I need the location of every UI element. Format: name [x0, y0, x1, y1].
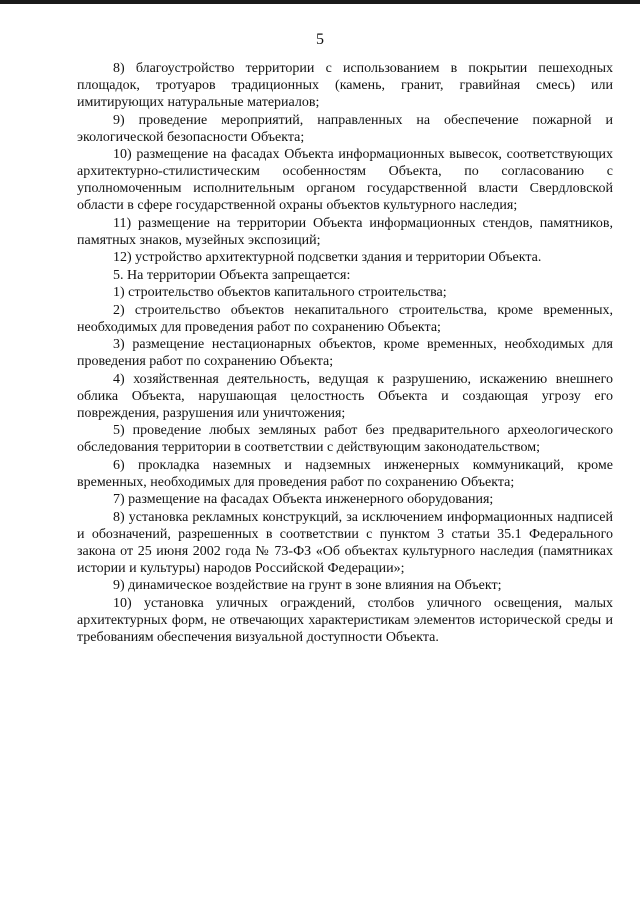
paragraph: 8) благоустройство территории с использованием в покрытии пешеходных площадок, тротуаров традиционных (камень, гранит, гравийная смесь) или имитирующих натуральные материалов; [77, 61, 613, 110]
paragraph: 10) установка уличных ограждений, столбов уличного освещения, малых архитектурных форм, не отвечающих характеристикам элементов исторической среды и требованиям обеспечения визуальной доступности Объекта. [77, 595, 613, 645]
paragraph: 7) размещение на фасадах Объекта инженерного оборудования; [113, 492, 494, 507]
paragraph: 9) проведение мероприятий, направленных на обеспечение пожарной и экологической безопасности Объекта; [77, 112, 613, 145]
paragraph: 4) хозяйственная деятельность, ведущая к разрушению, искажению внешнего облика Объекта, нарушающая целостность Объекта и создающая угрозу его повреждения, разрушения или уничтожения; [77, 371, 613, 421]
paragraph: 11) размещение на территории Объекта информационных стендов, памятников, памятных знаков, музейных экспозиций; [77, 215, 613, 248]
paragraph: 8) установка рекламных конструкций, за исключением информационных надписей и обозначений, разрешенных в соответствии с пунктом 3 статьи 35.1 Федерального закона от 25 июня 2002 года № 73-ФЗ «Об объектах культурного наследия (памятниках истории и культуры) народов Российской Федерации»; [77, 509, 613, 576]
page-number: 5 [316, 31, 324, 48]
document-body [77, 60, 613, 646]
paragraph: 3) размещение нестационарных объектов, кроме временных, необходимых для проведения работ по сохранению Объекта; [77, 337, 613, 369]
scan-top-edge [0, 0, 640, 4]
paragraph: 9) динамическое воздействие на грунт в зоне влияния на Объект; [113, 578, 502, 593]
paragraph: 5) проведение любых земляных работ без предварительного археологического обследования территории в соответствии с действующим законодательством; [77, 423, 613, 455]
paragraph: 6) прокладка наземных и надземных инженерных коммуникаций, кроме временных, необходимых для проведения работ по сохранению Объекта; [77, 457, 613, 490]
paragraph: 10) размещение на фасадах Объекта информационных вывесок, соответствующих архитектурно-стилистическим особенностям Объекта, по согласованию с уполномоченным исполнительным органом государственной власти Свердловской области в сфере государственной охраны объектов культурного наследия; [77, 147, 613, 213]
paragraph: 2) строительство объектов некапитального строительства, кроме временных, необходимых для проведения работ по сохранению Объекта; [77, 302, 613, 335]
paragraph: 12) устройство архитектурной подсветки здания и территории Объекта. [113, 250, 542, 265]
paragraph: 1) строительство объектов капитального строительства; [113, 285, 447, 300]
section-heading: 5. На территории Объекта запрещается: [113, 267, 351, 283]
